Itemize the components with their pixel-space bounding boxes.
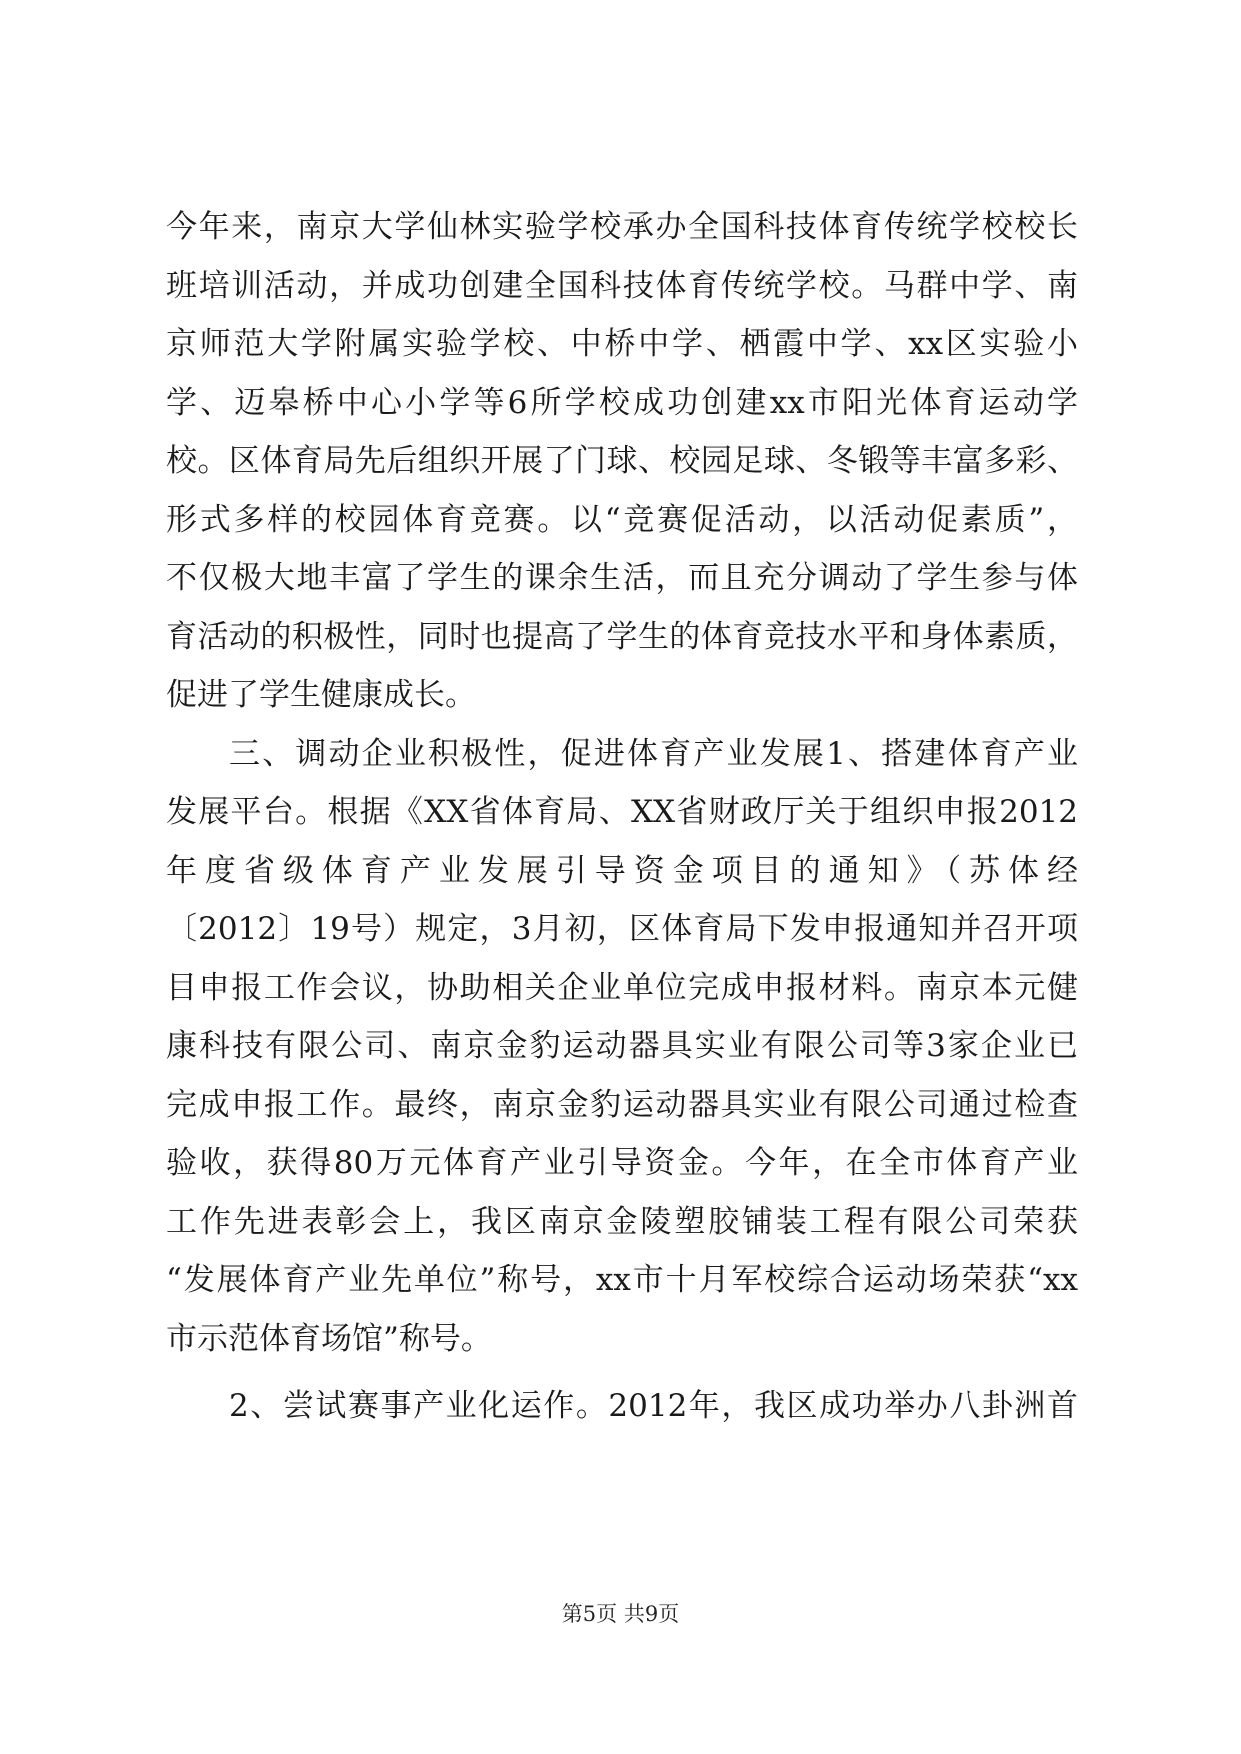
body-text-line: 形式多样的校园体育竞赛。以“竞赛促活动，以活动促素质”，: [166, 502, 1078, 538]
body-text-line: 康科技有限公司、南京金豹运动器具实业有限公司等3家企业已: [166, 1028, 1078, 1064]
body-text-line: “发展体育产业先单位”称号，xx市十月军校综合运动场荣获“xx: [166, 1262, 1078, 1298]
body-text-line: 验收，获得80万元体育产业引导资金。今年，在全市体育产业: [166, 1145, 1078, 1181]
body-text-line: 不仅极大地丰富了学生的课余生活，而且充分调动了学生参与体: [166, 560, 1078, 596]
body-text-line: 今年来，南京大学仙林实验学校承办全国科技体育传统学校校长: [166, 209, 1078, 245]
body-text-line: 班培训活动，并成功创建全国科技体育传统学校。马群中学、南: [166, 268, 1078, 304]
body-text-line: 完成申报工作。最终，南京金豹运动器具实业有限公司通过检查: [166, 1087, 1078, 1123]
body-text-line: 市示范体育场馆”称号。: [166, 1321, 492, 1357]
body-text-line: 京师范大学附属实验学校、中桥中学、栖霞中学、xx区实验小: [166, 326, 1078, 362]
body-text-line: 工作先进表彰会上，我区南京金陵塑胶铺装工程有限公司荣获: [166, 1204, 1078, 1240]
page-number-footer: 第5页 共9页: [561, 1602, 680, 1626]
body-text-line: 年度省级体育产业发展引导资金项目的通知》（苏体经: [166, 853, 1078, 889]
body-text-line: 目申报工作会议，协助相关企业单位完成申报材料。南京本元健: [166, 970, 1078, 1006]
subsection-heading-line: 2、尝试赛事产业化运作。2012年，我区成功举办八卦洲首: [229, 1388, 1078, 1424]
body-text-line: 发展平台。根据《XX省体育局、XX省财政厅关于组织申报2012: [166, 794, 1078, 830]
section-heading-line: 三、调动企业积极性，促进体育产业发展1、搭建体育产业: [229, 736, 1078, 772]
body-text-line: 〔2012〕19号）规定，3月初，区体育局下发申报通知并召开项: [166, 911, 1078, 947]
body-text-line: 育活动的积极性，同时也提高了学生的体育竞技水平和身体素质，: [166, 619, 1078, 655]
body-text-line: 学、迈皋桥中心小学等6所学校成功创建xx市阳光体育运动学: [166, 385, 1078, 421]
body-text-line: 促进了学生健康成长。: [166, 677, 476, 713]
body-text-line: 校。区体育局先后组织开展了门球、校园足球、冬锻等丰富多彩、: [166, 443, 1078, 479]
